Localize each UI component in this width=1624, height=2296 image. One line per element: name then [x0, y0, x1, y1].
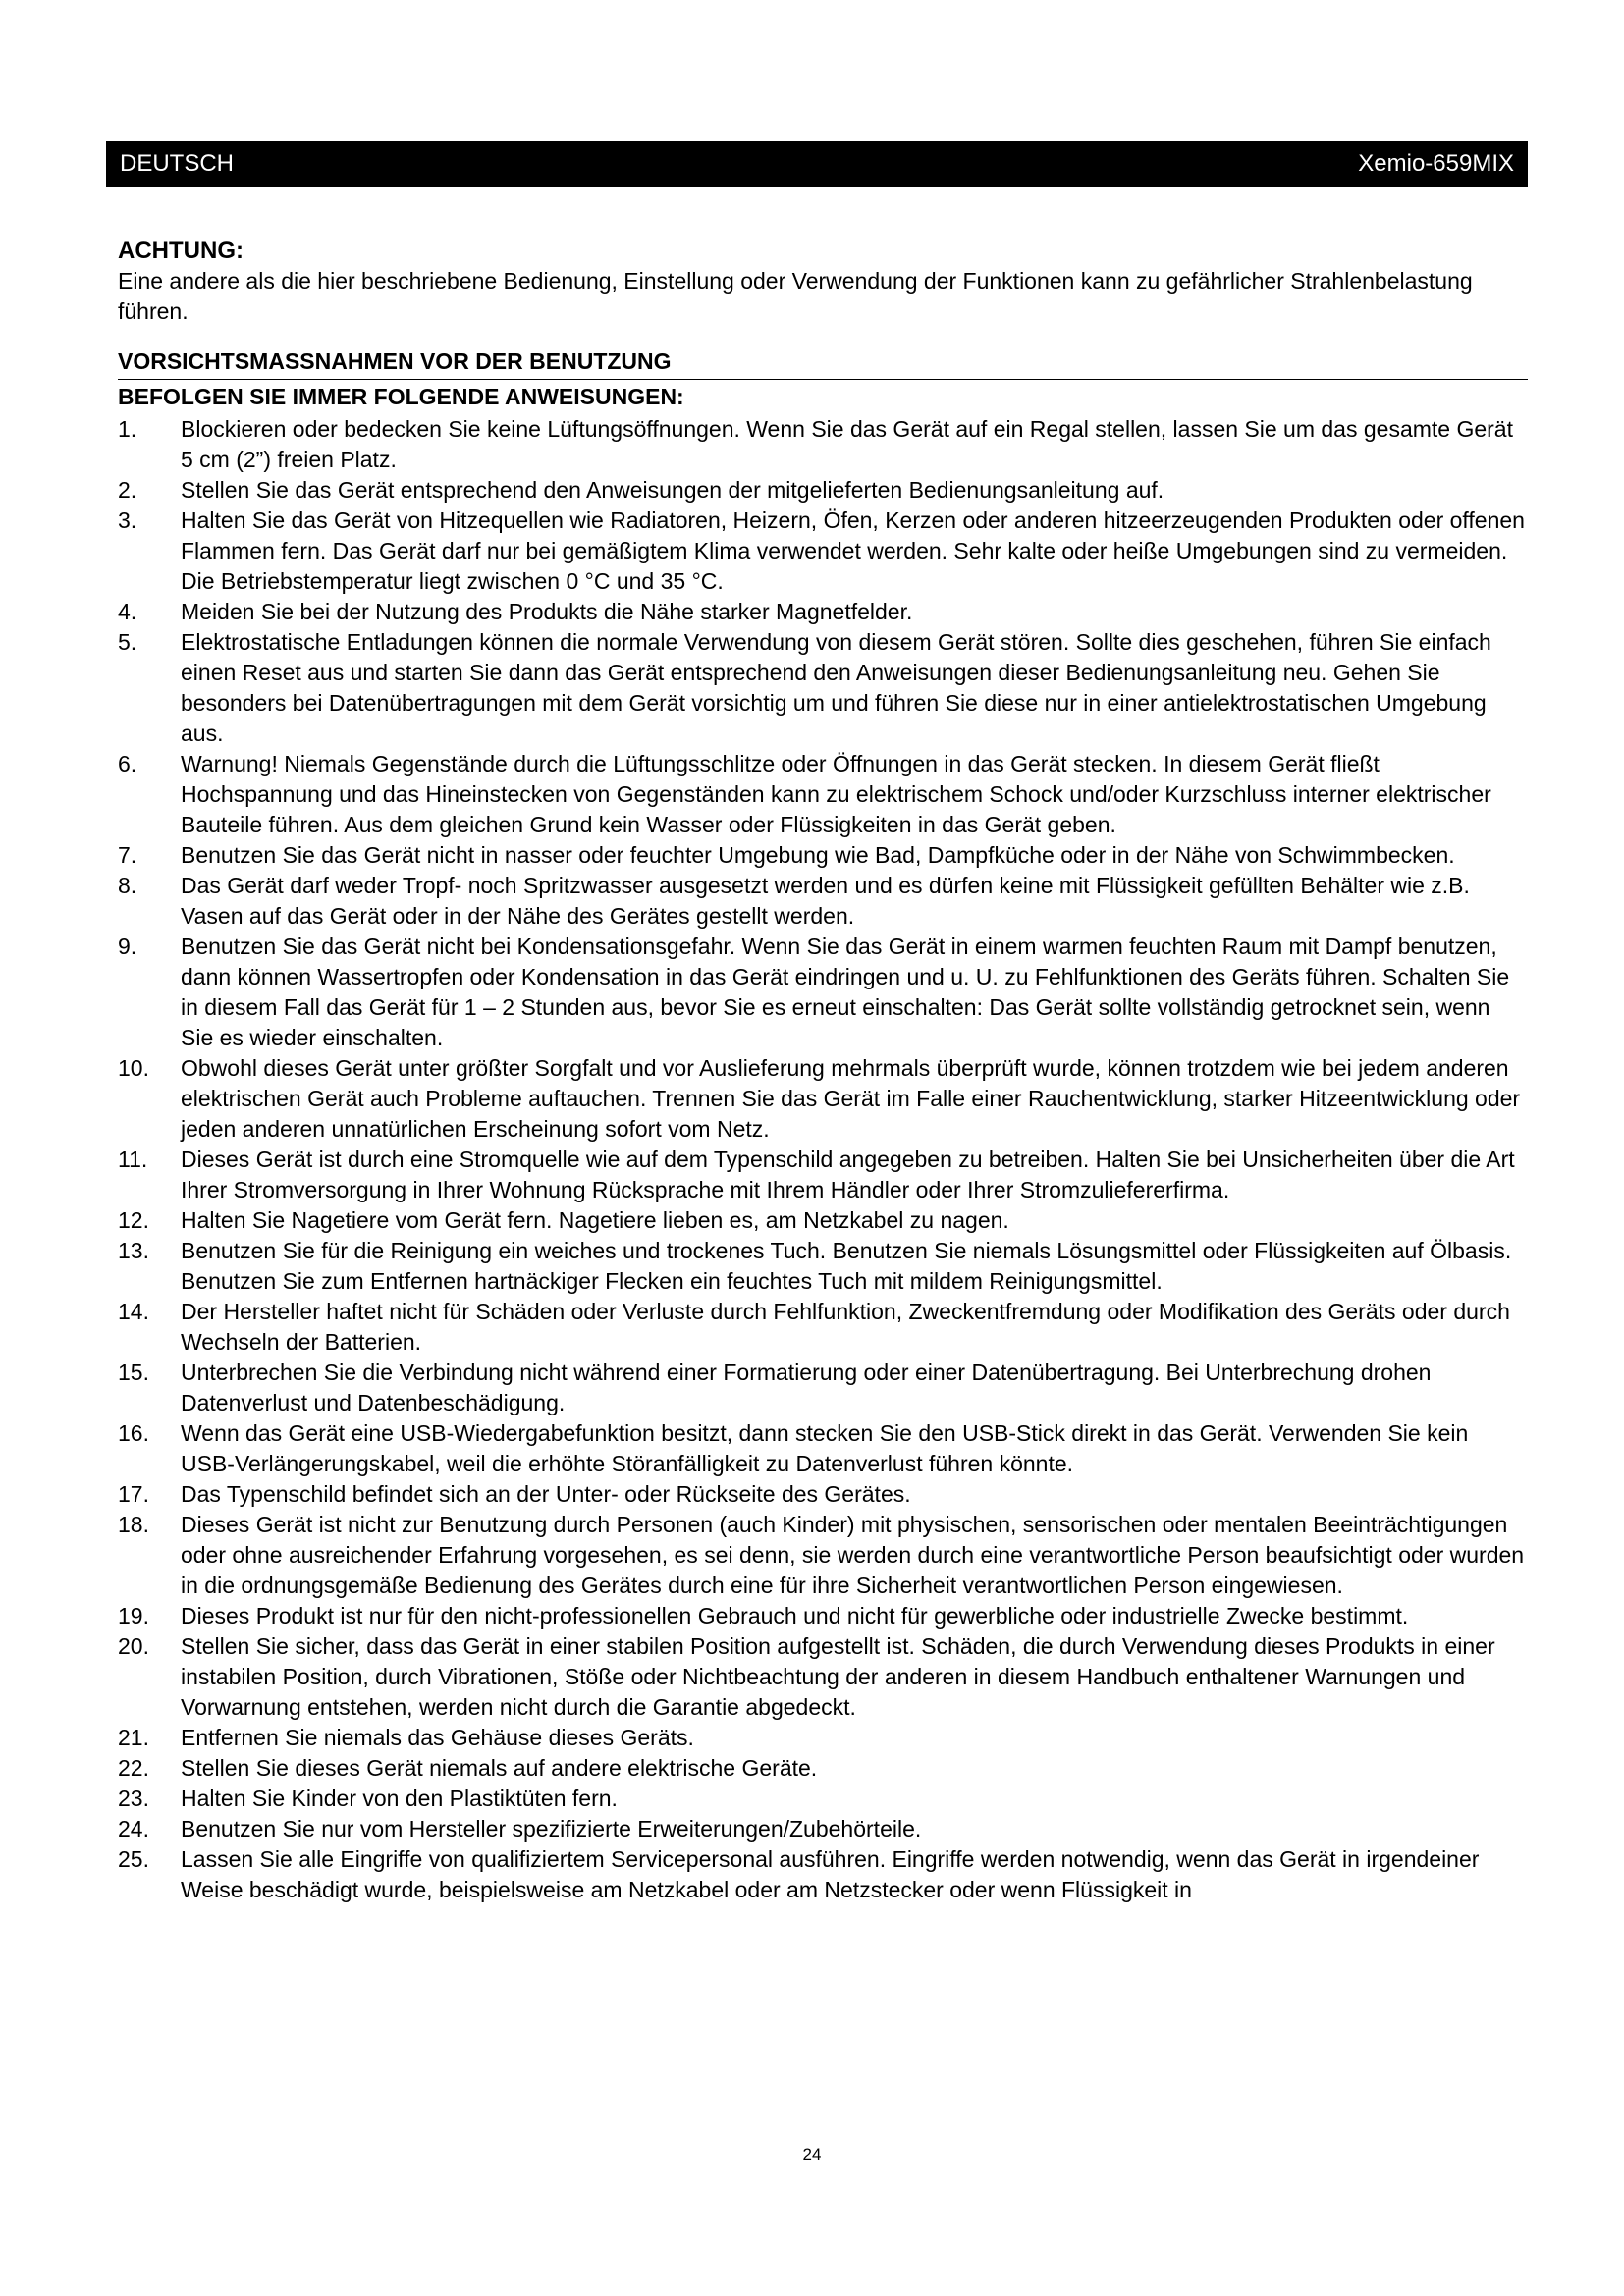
- list-item-number: 22.: [118, 1755, 149, 1781]
- section-title: VORSICHTSMASSNAHMEN VOR DER BENUTZUNG: [118, 347, 1528, 380]
- list-item-text: Der Hersteller haftet nicht für Schäden oder Verluste durch Fehlfunktion, Zweckentfremdung oder Modifikation des Geräts oder durch Wechseln der Batterien.: [181, 1299, 1510, 1355]
- list-item-text: Halten Sie Kinder von den Plastiktüten fern.: [181, 1786, 618, 1811]
- list-item-text: Dieses Produkt ist nur für den nicht-professionellen Gebrauch und nicht für gewerbliche oder industrielle Zwecke bestimmt.: [181, 1603, 1409, 1629]
- list-item-text: Blockieren oder bedecken Sie keine Lüftungsöffnungen. Wenn Sie das Gerät auf ein Regal stellen, lassen Sie um das gesamte Gerät 5 cm (2”) freien Platz.: [181, 416, 1513, 472]
- list-item: [118, 1753, 1528, 1784]
- list-item: [118, 1844, 1528, 1905]
- list-item: [118, 1510, 1528, 1601]
- instruction-list: [118, 414, 1528, 1905]
- list-item: [118, 749, 1528, 840]
- list-item: [118, 1479, 1528, 1510]
- list-item: [118, 1297, 1528, 1358]
- list-item-number: 3.: [118, 507, 137, 533]
- list-item-text: Wenn das Gerät eine USB-Wiedergabefunktion besitzt, dann stecken Sie den USB-Stick direkt in das Gerät. Verwenden Sie kein USB-Verlängerungskabel, weil die erhöhte Störanfälligkeit zu Datenverlust führen könnte.: [181, 1420, 1469, 1476]
- list-item-text: Lassen Sie alle Eingriffe von qualifiziertem Servicepersonal ausführen. Eingriffe werden notwendig, wenn das Gerät in irgendeiner Weise beschädigt wurde, beispielsweise am Netzkabel oder am Netzstecker oder wenn Flüssigkeit in: [181, 1846, 1480, 1902]
- list-item: [118, 597, 1528, 627]
- list-item: [118, 1631, 1528, 1723]
- list-item-number: 12.: [118, 1207, 149, 1233]
- list-item-text: Warnung! Niemals Gegenstände durch die Lüftungsschlitze oder Öffnungen in das Gerät stecken. In diesem Gerät fließt Hochspannung und das Hineinstecken von Gegenständen kann zu elektrischem Schock und/oder Kurzschluss interner elektrischer Bauteile führen. Aus dem gleichen Grund kein Wasser oder Flüssigkeiten in das Gerät geben.: [181, 751, 1491, 837]
- list-item: [118, 627, 1528, 749]
- list-item: [118, 1601, 1528, 1631]
- list-item-number: 13.: [118, 1238, 149, 1263]
- list-item-text: Das Gerät darf weder Tropf- noch Spritzwasser ausgesetzt werden und es dürfen keine mit Flüssigkeit gefüllten Behälter wie z.B. Vasen auf das Gerät oder in der Nähe des Gerätes gestellt werden.: [181, 873, 1470, 929]
- list-item: [118, 414, 1528, 475]
- list-item-text: Halten Sie das Gerät von Hitzequellen wie Radiatoren, Heizern, Öfen, Kerzen oder anderen hitzeerzeugenden Produkten oder offenen Flammen fern. Das Gerät darf nur bei gemäßigtem Klima verwendet werden. Sehr kalte oder heiße Umgebungen sind zu vermeiden. Die Betriebstemperatur liegt zwischen 0 °C und 35 °C.: [181, 507, 1525, 594]
- list-item-number: 1.: [118, 416, 137, 442]
- content: [118, 236, 1528, 1905]
- list-item-text: Obwohl dieses Gerät unter größter Sorgfalt und vor Auslieferung mehrmals überprüft wurde, können trotzdem wie bei jedem anderen elektrischen Gerät auch Probleme auftauchen. Trennen Sie das Gerät im Falle einer Rauchentwicklung, starker Hitzeentwicklung oder jeden anderen unnatürlichen Erscheinung sofort vom Netz.: [181, 1055, 1521, 1142]
- list-item-text: Das Typenschild befindet sich an der Unter- oder Rückseite des Gerätes.: [181, 1481, 911, 1507]
- list-item-text: Benutzen Sie für die Reinigung ein weiches und trockenes Tuch. Benutzen Sie niemals Lösungsmittel oder Flüssigkeiten auf Ölbasis. Benutzen Sie zum Entfernen hartnäckiger Flecken ein feuchtes Tuch mit mildem Reinigungsmittel.: [181, 1238, 1512, 1294]
- list-item-number: 16.: [118, 1420, 149, 1446]
- list-item-number: 18.: [118, 1512, 149, 1537]
- list-item: [118, 1145, 1528, 1205]
- page-number: 24: [802, 2145, 822, 2163]
- list-item: [118, 1053, 1528, 1145]
- list-item-number: 9.: [118, 934, 137, 959]
- list-item-text: Elektrostatische Entladungen können die normale Verwendung von diesem Gerät stören. Sollte dies geschehen, führen Sie einfach einen Reset aus und starten Sie dann das Gerät entsprechend den Anweisungen dieser Bedienungsanleitung neu. Gehen Sie besonders bei Datenübertragungen mit dem Gerät vorsichtig um und führen Sie diese nur in einer antielektrostatischen Umgebung aus.: [181, 629, 1491, 746]
- warning-title: ACHTUNG:: [118, 238, 244, 264]
- list-item-number: 24.: [118, 1816, 149, 1842]
- list-item-text: Stellen Sie dieses Gerät niemals auf andere elektrische Geräte.: [181, 1755, 818, 1781]
- list-item-number: 6.: [118, 751, 137, 776]
- list-item-number: 14.: [118, 1299, 149, 1324]
- list-item: [118, 1205, 1528, 1236]
- list-item-number: 11.: [118, 1147, 148, 1172]
- list-item-number: 19.: [118, 1603, 149, 1629]
- list-item-text: Halten Sie Nagetiere vom Gerät fern. Nagetiere lieben es, am Netzkabel zu nagen.: [181, 1207, 1009, 1233]
- list-item-number: 2.: [118, 477, 137, 503]
- list-item: [118, 840, 1528, 871]
- list-item-text: Benutzen Sie nur vom Hersteller spezifizierte Erweiterungen/Zubehörteile.: [181, 1816, 922, 1842]
- section-subtitle: BEFOLGEN SIE IMMER FOLGENDE ANWEISUNGEN:: [118, 384, 684, 409]
- list-item-number: 7.: [118, 842, 137, 868]
- list-item-number: 8.: [118, 873, 137, 898]
- list-item-text: Benutzen Sie das Gerät nicht in nasser oder feuchter Umgebung wie Bad, Dampfküche oder in der Nähe von Schwimmbecken.: [181, 842, 1455, 868]
- list-item-text: Dieses Gerät ist nicht zur Benutzung durch Personen (auch Kinder) mit physischen, sensorischen oder mentalen Beeinträchtigungen oder ohne ausreichender Erfahrung vorgesehen, es sei denn, sie werden durch eine verantwortliche Person beaufsichtigt oder wurden in die ordnungsgemäße Bedienung des Gerätes durch eine für ihre Sicherheit verantwortlichen Person eingewiesen.: [181, 1512, 1525, 1598]
- list-item: [118, 1723, 1528, 1753]
- list-item-text: Stellen Sie sicher, dass das Gerät in einer stabilen Position aufgestellt ist. Schäden, die durch Verwendung dieses Produkts in einer instabilen Position, durch Vibrationen, Stöße oder Nichtbeachtung der anderen in diesem Handbuch enthaltener Warnungen und Vorwarnung entstehen, werden nicht durch die Garantie abgedeckt.: [181, 1633, 1495, 1720]
- list-item: [118, 475, 1528, 506]
- list-item-number: 5.: [118, 629, 137, 655]
- list-item-text: Unterbrechen Sie die Verbindung nicht während einer Formatierung oder einer Datenübertragung. Bei Unterbrechung drohen Datenverlust und Datenbeschädigung.: [181, 1360, 1432, 1415]
- list-item-number: 15.: [118, 1360, 149, 1385]
- list-item: [118, 1814, 1528, 1844]
- list-item: [118, 1236, 1528, 1297]
- list-item: [118, 1784, 1528, 1814]
- header-model: Xemio-659MIX: [1358, 150, 1514, 177]
- list-item-number: 25.: [118, 1846, 149, 1872]
- header-language: DEUTSCH: [120, 150, 235, 177]
- list-item-number: 17.: [118, 1481, 149, 1507]
- list-item-text: Benutzen Sie das Gerät nicht bei Kondensationsgefahr. Wenn Sie das Gerät in einem warmen feuchten Raum mit Dampf benutzen, dann können Wassertropfen oder Kondensation in das Gerät eindringen und u. U. zu Fehlfunktionen des Geräts führen. Schalten Sie in diesem Fall das Gerät für 1 – 2 Stunden aus, bevor Sie es erneut einschalten: Das Gerät sollte vollständig getrocknet sein, wenn Sie es wieder einschalten.: [181, 934, 1510, 1050]
- list-item: [118, 506, 1528, 597]
- list-item: [118, 1358, 1528, 1418]
- list-item-number: 10.: [118, 1055, 149, 1081]
- list-item-number: 23.: [118, 1786, 149, 1811]
- list-item-text: Dieses Gerät ist durch eine Stromquelle wie auf dem Typenschild angegeben zu betreiben. Halten Sie bei Unsicherheiten über die Art Ihrer Stromversorgung in Ihrer Wohnung Rücksprache mit Ihrem Händler oder Ihrer Stromzuliefererfirma.: [181, 1147, 1515, 1202]
- list-item-text: Entfernen Sie niemals das Gehäuse dieses Geräts.: [181, 1725, 694, 1750]
- list-item-number: 21.: [118, 1725, 149, 1750]
- list-item: [118, 871, 1528, 932]
- list-item-number: 20.: [118, 1633, 149, 1659]
- header-bar: [106, 141, 1528, 187]
- list-item-text: Stellen Sie das Gerät entsprechend den Anweisungen der mitgelieferten Bedienungsanleitung auf.: [181, 477, 1164, 503]
- list-item: [118, 1418, 1528, 1479]
- warning-text: Eine andere als die hier beschriebene Bedienung, Einstellung oder Verwendung der Funktionen kann zu gefährlicher Strahlenbelastung führen.: [118, 268, 1473, 324]
- list-item-number: 4.: [118, 599, 137, 624]
- list-item-text: Meiden Sie bei der Nutzung des Produkts die Nähe starker Magnetfelder.: [181, 599, 913, 624]
- list-item: [118, 932, 1528, 1053]
